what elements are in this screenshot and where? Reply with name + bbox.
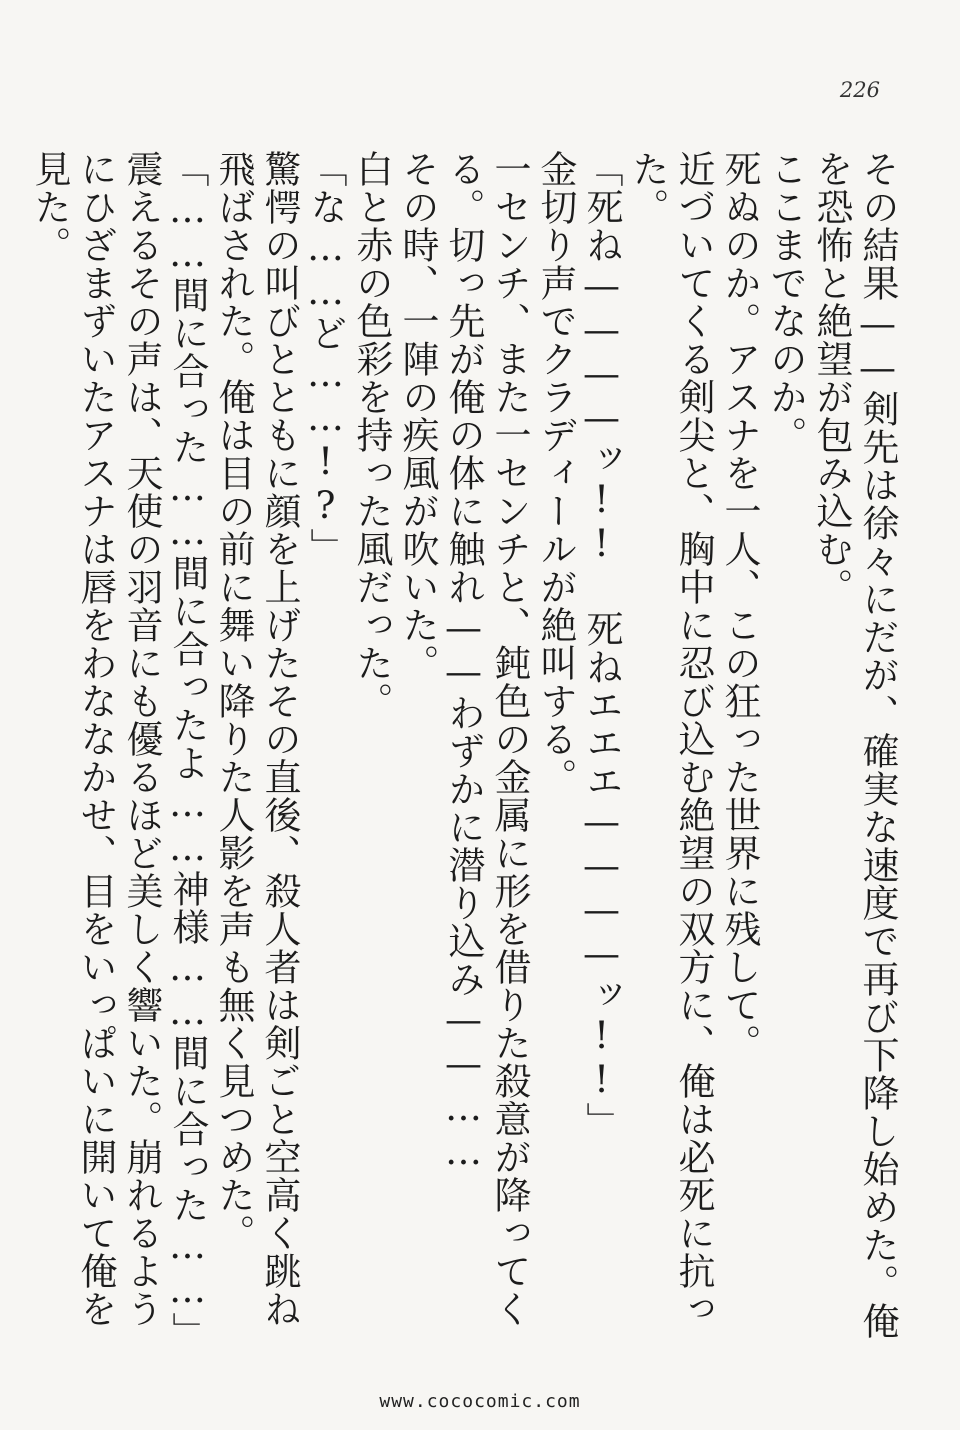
- novel-text-body: [28, 150, 900, 1350]
- text-line: 一センチ、また一センチと、鈍色の金属に形を借りた殺意が降ってくる。切っ先が俺の体に触れ——わずかに潜り込み——……: [442, 150, 531, 1328]
- text-line: 「死ね————ッ!! 死ねエエエ————ッ!!」: [580, 150, 623, 1140]
- text-line: 金切り声でクラディールが絶叫する。: [534, 150, 577, 796]
- text-line: その結果——剣先は徐々にだが、確実な速度で再び下降し始めた。俺を恐怖と絶望が包み込む。: [810, 150, 899, 1340]
- text-line: 死ぬのか。アスナを一人、この狂った世界に残して。: [718, 150, 761, 1062]
- text-line: 「……間に合った……間に合ったよ……神様……間に合った……」: [166, 150, 209, 1350]
- text-line: 「な……ど……!?」: [304, 150, 347, 566]
- text-line: ここまでなのか。: [764, 150, 807, 454]
- text-line: 近づいてくる剣尖と、胸中に忍び込む絶望の双方に、俺は必死に抗った。: [626, 150, 715, 1328]
- text-line: その時、一陣の疾風が吹いた。: [396, 150, 439, 682]
- page-number: 226: [839, 78, 880, 102]
- footer-url: www.cococomic.com: [379, 1391, 581, 1412]
- text-line: 震えるその声は、天使の羽音にも優るほど美しく響いた。崩れるようにひざまずいたアスナは唇をわななかせ、目をいっぱいに開いて俺を見た。: [28, 150, 163, 1328]
- text-line: 驚愕の叫びとともに顔を上げたその直後、殺人者は剣ごと空高く跳ね飛ばされた。俺は目の前に舞い降りた人影を声も無く見つめた。: [212, 150, 301, 1328]
- text-line: 白と赤の色彩を持った風だった。: [350, 150, 393, 720]
